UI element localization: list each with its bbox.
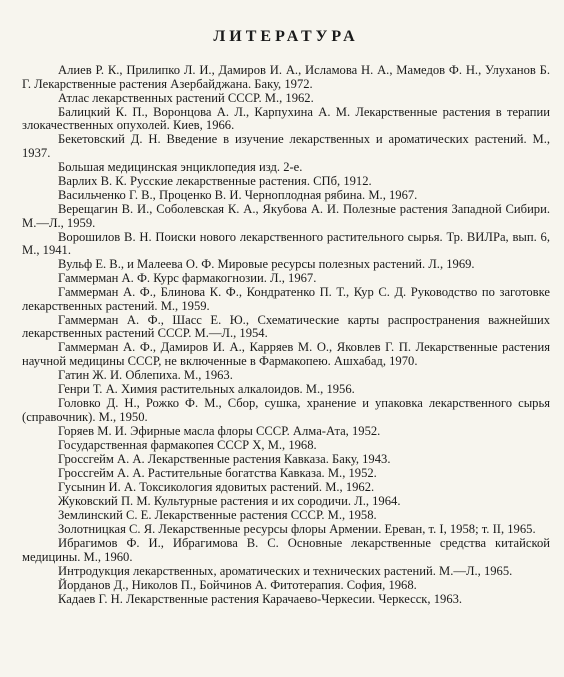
reference-item: Балицкий К. П., Воронцова А. Л., Карпухина А. М. Лекарственные растения в терапии злокачественных опухолей. Киев, 1966. (22, 104, 550, 133)
reference-item: Гаммерман А. Ф., Шасс Е. Ю., Схематические карты распространения важнейших лекарственных растений СССР. М.—Л., 1954. (22, 312, 550, 341)
reference-item: Атлас лекарственных растений СССР. М., 1962. (58, 90, 314, 105)
reference-item: Вульф Е. В., и Малеева О. Ф. Мировые ресурсы полезных растений. Л., 1969. (58, 257, 475, 272)
reference-item: Гатин Ж. И. Облепиха. М., 1963. (58, 368, 233, 383)
reference-item: Кадаев Г. Н. Лекарственные растения Карачаево-Черкесии. Черкесск, 1963. (58, 591, 463, 606)
reference-item: Йорданов Д., Николов П., Бойчинов А. Фитотерапия. София, 1968. (58, 577, 417, 592)
reference-item: Гроссгейм А. А. Лекарственные растения Кавказа. Баку, 1943. (58, 451, 391, 466)
reference-list (22, 64, 550, 606)
reference-item: Верещагин В. И., Соболевская К. А., Якубова А. И. Полезные растения Западной Сибири. М.—Л., 1959. (22, 201, 550, 230)
reference-item: Варлих В. К. Русские лекарственные растения. СПб, 1912. (58, 173, 372, 188)
reference-item: Гусынин И. А. Токсикология ядовитых растений. М., 1962. (58, 479, 375, 494)
reference-item: Жуковский П. М. Культурные растения и их сородичи. Л., 1964. (58, 493, 401, 508)
reference-item: Ибрагимов Ф. И., Ибрагимова В. С. Основные лекарственные средства китайской медицины. М., 1960. (22, 536, 550, 564)
reference-item: Интродукция лекарственных, ароматических и технических растений. М.—Л., 1965. (58, 563, 513, 578)
reference-item: Генри Т. А. Химия растительных алкалоидов. М., 1956. (58, 382, 355, 397)
reference-item: Землинский С. Е. Лекарственные растения СССР. М., 1958. (58, 508, 377, 522)
reference-item: Алиев Р. К., Прилипко Л. И., Дамиров И. А., Исламова Н. А., Мамедов Ф. Н., Улуханов Б. Г. Лекарственные растения Азербайджана. Баку, 1972. (22, 63, 550, 91)
reference-item: Гаммерман А. Ф. Курс фармакогнозии. Л., 1967. (58, 271, 317, 286)
reference-item: Бекетовский Д. Н. Введение в изучение лекарственных и ароматических растений. М., 1937. (22, 132, 550, 160)
reference-item: Гроссгейм А. А. Растительные богатства Кавказа. М., 1952. (58, 465, 377, 480)
reference-item: Большая медицинская энциклопедия изд. 2-е. (58, 159, 303, 174)
reference-item: Ворошилов В. Н. Поиски нового лекарственного растительного сырья. Тр. ВИЛРа, вып. 6, М., 1941. (22, 229, 550, 258)
reference-item: Золотницкая С. Я. Лекарственные ресурсы флоры Армении. Ереван, т. I, 1958; т. II, 1965. (58, 522, 536, 537)
reference-item: Горяев М. И. Эфирные масла флоры СССР. Алма-Ата, 1952. (58, 423, 381, 438)
reference-item: Головко Д. Н., Рожко Ф. М., Сбор, сушка, хранение и упаковка лекарственного сырья (справочник). М., 1950. (22, 396, 550, 424)
reference-item: Васильченко Г. В., Проценко В. И. Черноплодная рябина. М., 1967. (58, 187, 418, 202)
page-title: ЛИТЕРАТУРА (213, 28, 359, 45)
reference-item: Государственная фармакопея СССР X, М., 1968. (58, 437, 317, 452)
reference-item: Гаммерман А. Ф., Дамиров И. А., Карряев М. О., Яковлев Г. П. Лекарственные растения научной медицины СССР, не включенные в Фармакопею. Ашхабад, 1970. (22, 340, 550, 368)
reference-item: Гаммерман А. Ф., Блинова К. Ф., Кондратенко П. Т., Кур С. Д. Руководство по заготовке лекарственных растений. М., 1959. (22, 285, 550, 313)
